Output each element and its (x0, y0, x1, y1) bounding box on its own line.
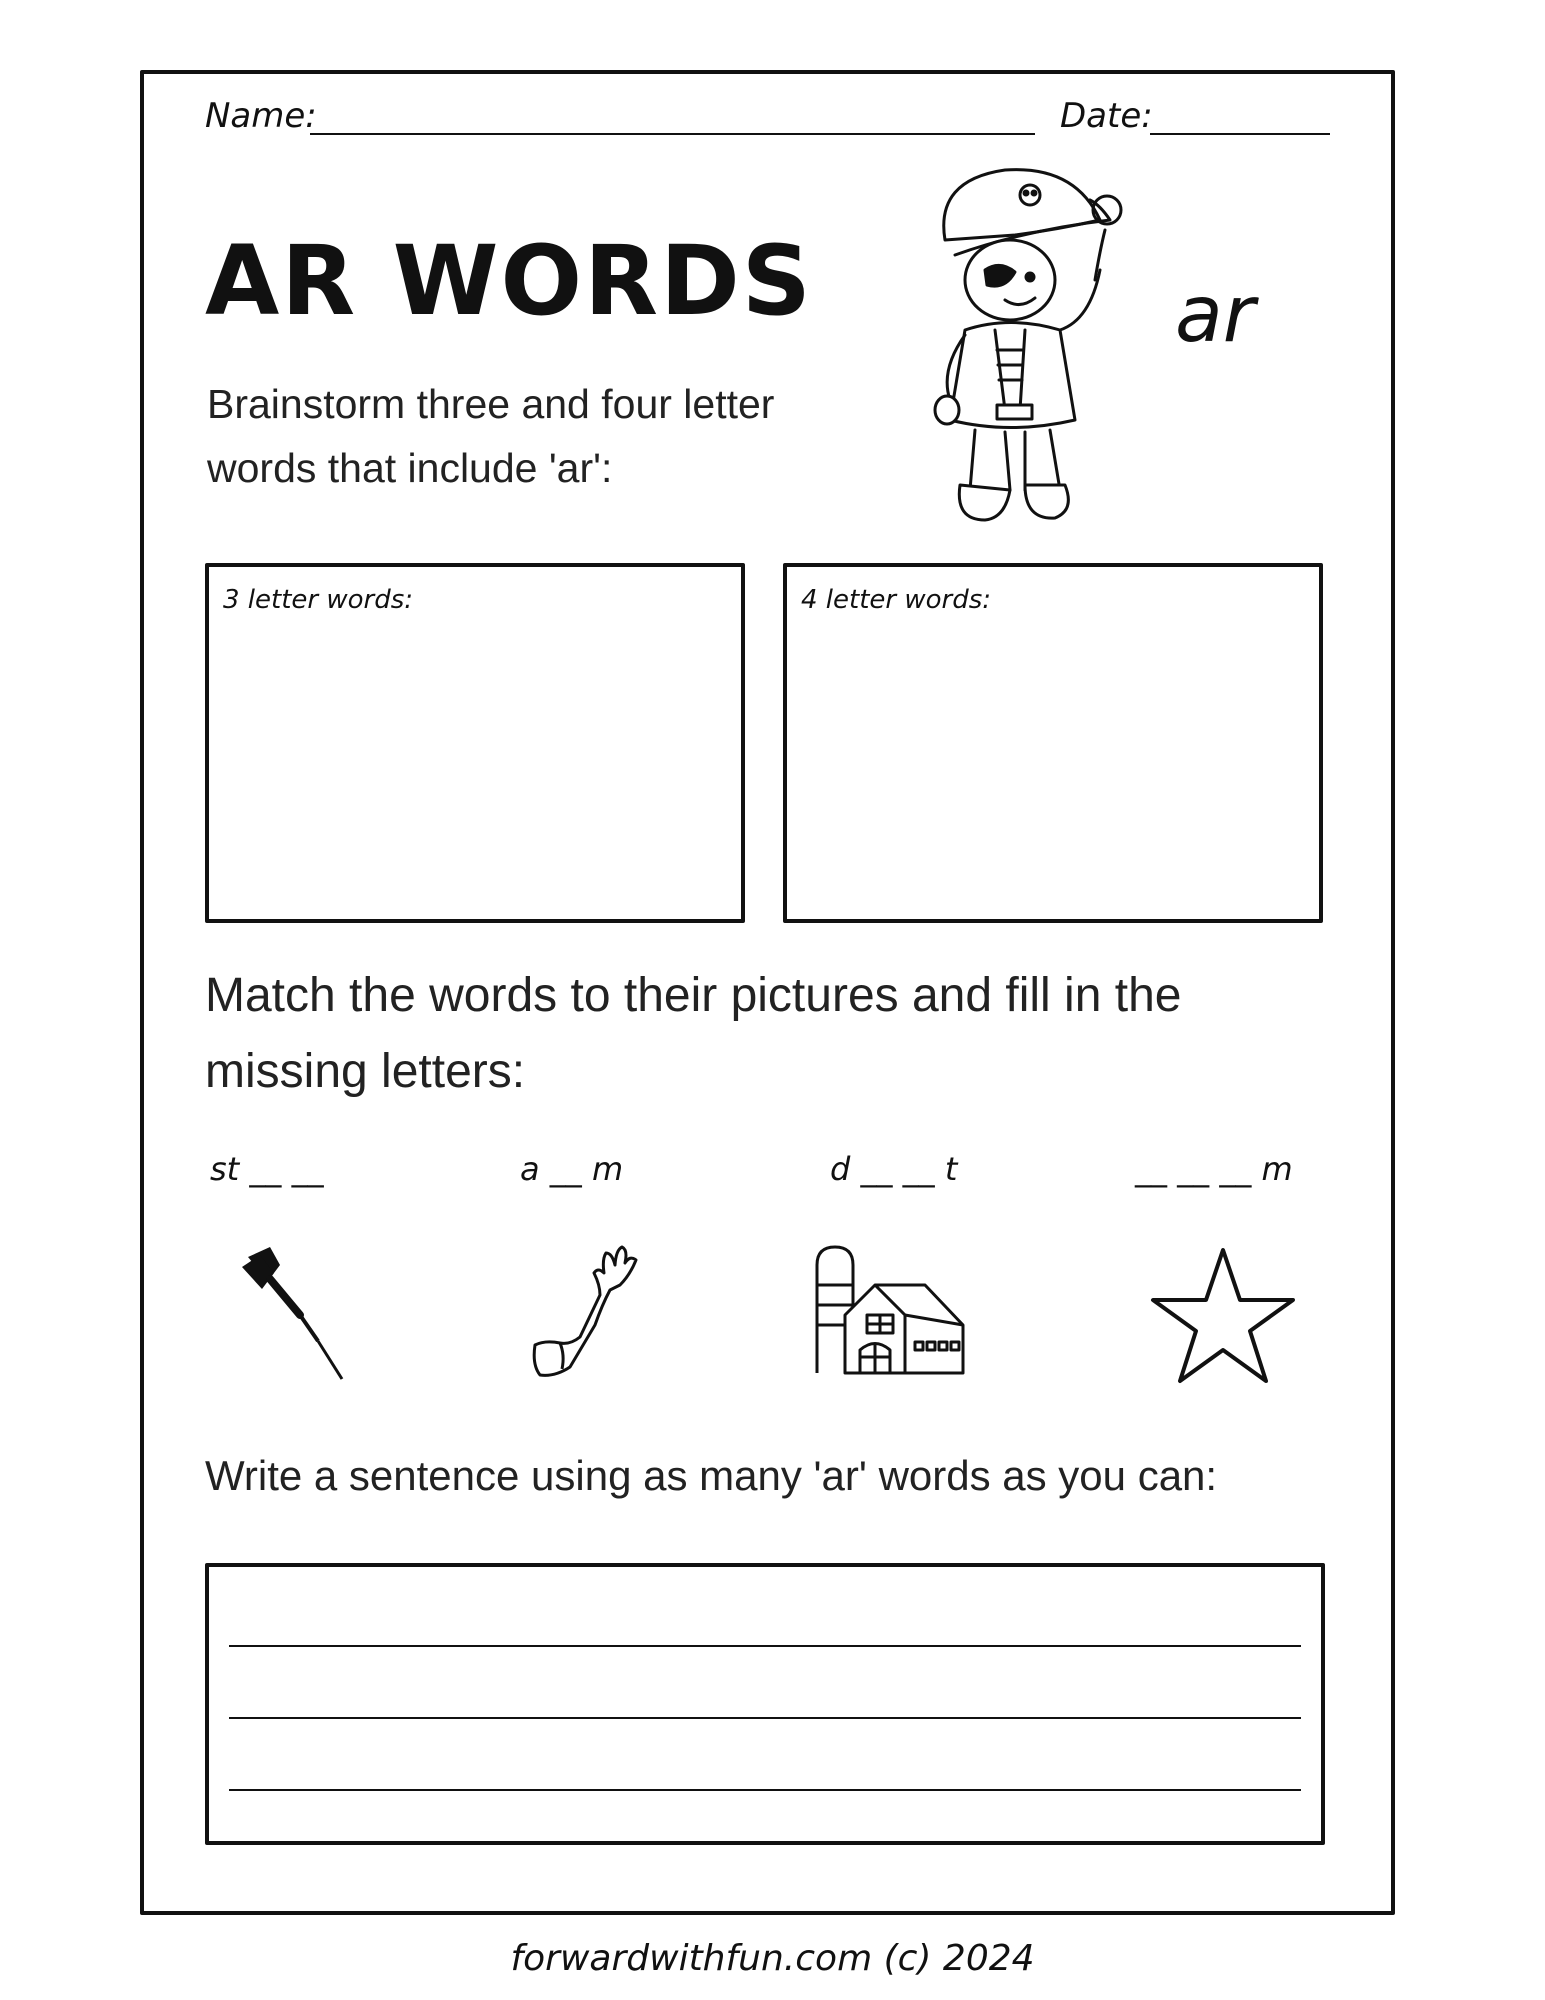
date-field[interactable] (1150, 133, 1330, 135)
pirate-illustration (925, 160, 1125, 530)
brainstorm-line-1: Brainstorm three and four letter (207, 381, 775, 427)
page-title: AR WORDS (205, 225, 813, 337)
brainstorm-line-2: words that include 'ar': (207, 445, 613, 491)
four-letter-words-label: 4 letter words: (801, 585, 992, 615)
three-letter-words-box[interactable] (205, 563, 745, 923)
arm-icon (530, 1245, 640, 1380)
match-prompt (205, 958, 1355, 1110)
footer-credit: forwardwithfun.com (c) 2024 (510, 1938, 1035, 1979)
three-letter-words-label: 3 letter words: (223, 585, 414, 615)
dart-icon (240, 1245, 350, 1385)
ar-corner-label: ar (1175, 270, 1255, 360)
sentence-prompt: Write a sentence using as many 'ar' words as you can: (205, 1452, 1218, 1499)
date-label: Date: (1060, 96, 1153, 136)
word-blank-dart[interactable]: d __ __ t (830, 1150, 958, 1188)
word-blank-arm[interactable]: a __ m (520, 1150, 624, 1188)
brainstorm-prompt (207, 372, 927, 500)
match-line-2: missing letters: (205, 1045, 526, 1098)
star-icon (1148, 1245, 1298, 1385)
match-line-1: Match the words to their pictures and fill in the (205, 969, 1182, 1022)
four-letter-words-box[interactable] (783, 563, 1323, 923)
word-blank-star[interactable]: st __ __ (210, 1150, 324, 1188)
writing-line[interactable] (229, 1789, 1301, 1791)
name-label: Name: (205, 96, 317, 136)
name-field[interactable] (310, 133, 1035, 135)
word-blank-farm[interactable]: __ __ __ m (1135, 1150, 1293, 1188)
sentence-writing-box[interactable] (205, 1563, 1325, 1845)
writing-line[interactable] (229, 1645, 1301, 1647)
writing-line[interactable] (229, 1717, 1301, 1719)
farm-icon (815, 1245, 965, 1375)
